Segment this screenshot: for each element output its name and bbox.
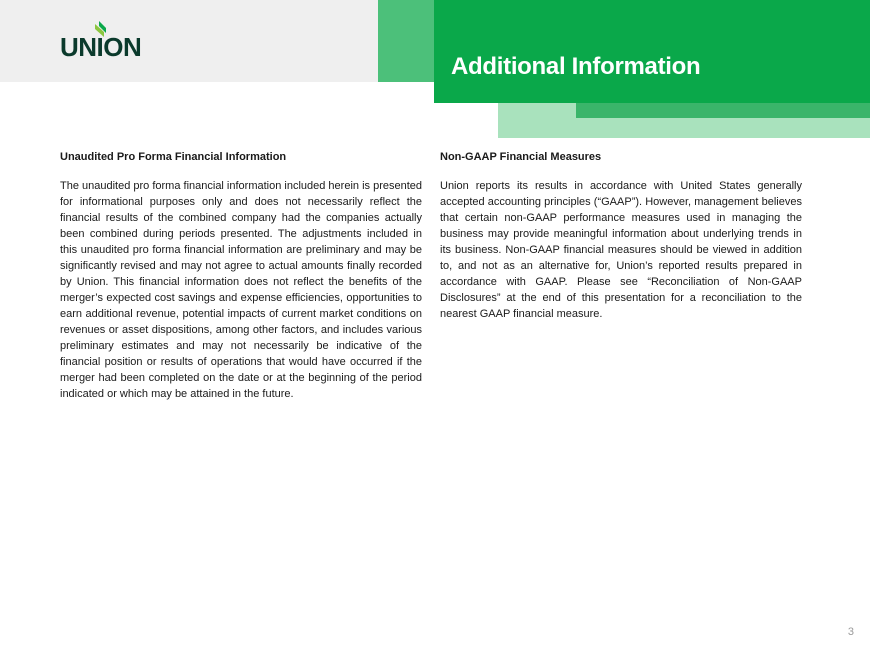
header-band-main bbox=[434, 0, 870, 103]
pro-forma-body: The unaudited pro forma financial information included herein is presented for informational purposes only and does not necessarily reflect the financial results of the combined company had the companies actually been combined during periods presented. The adjustments included in this unaudited pro forma financial information are preliminary and may be significantly revised and may not agree to actual amounts finally recorded by Union. This financial information does not reflect the benefits of the merger’s expected cost savings and expense efficiencies, opportunities to earn additional revenue, potential impacts of current market conditions on revenues or asset dispositions, among other factors, and includes various preliminary estimates and may not necessarily be indicative of the financial position or results of operations that would have occurred if the merger had been completed on the date or at the beginning of the period indicated or which may be attained in the future. bbox=[60, 180, 422, 400]
non-gaap-section bbox=[440, 150, 802, 322]
header-background bbox=[0, 0, 378, 82]
non-gaap-body: Union reports its results in accordance with United States generally accepted accounting principles (“GAAP”). However, management believes that certain non-GAAP performance measures used in managing the business may provide meaningful information about underlying trends in its business. Non-GAAP financial measures should be viewed in addition to, and not as an alternative for, Union’s reported results prepared in accordance with GAAP. Please see “Reconciliation of Non-GAAP Disclosures” at the end of this presentation for a reconciliation to the nearest GAAP financial measure. bbox=[440, 180, 802, 320]
logo-wordmark: UNION bbox=[60, 32, 142, 60]
pro-forma-section bbox=[60, 150, 422, 402]
union-logo bbox=[60, 20, 152, 60]
non-gaap-heading: Non-GAAP Financial Measures bbox=[440, 151, 602, 163]
page-number: 3 bbox=[847, 626, 854, 638]
pro-forma-heading: Unaudited Pro Forma Financial Information bbox=[60, 151, 287, 163]
header-band-mid bbox=[378, 0, 438, 82]
page-title: Additional Information bbox=[451, 53, 701, 80]
